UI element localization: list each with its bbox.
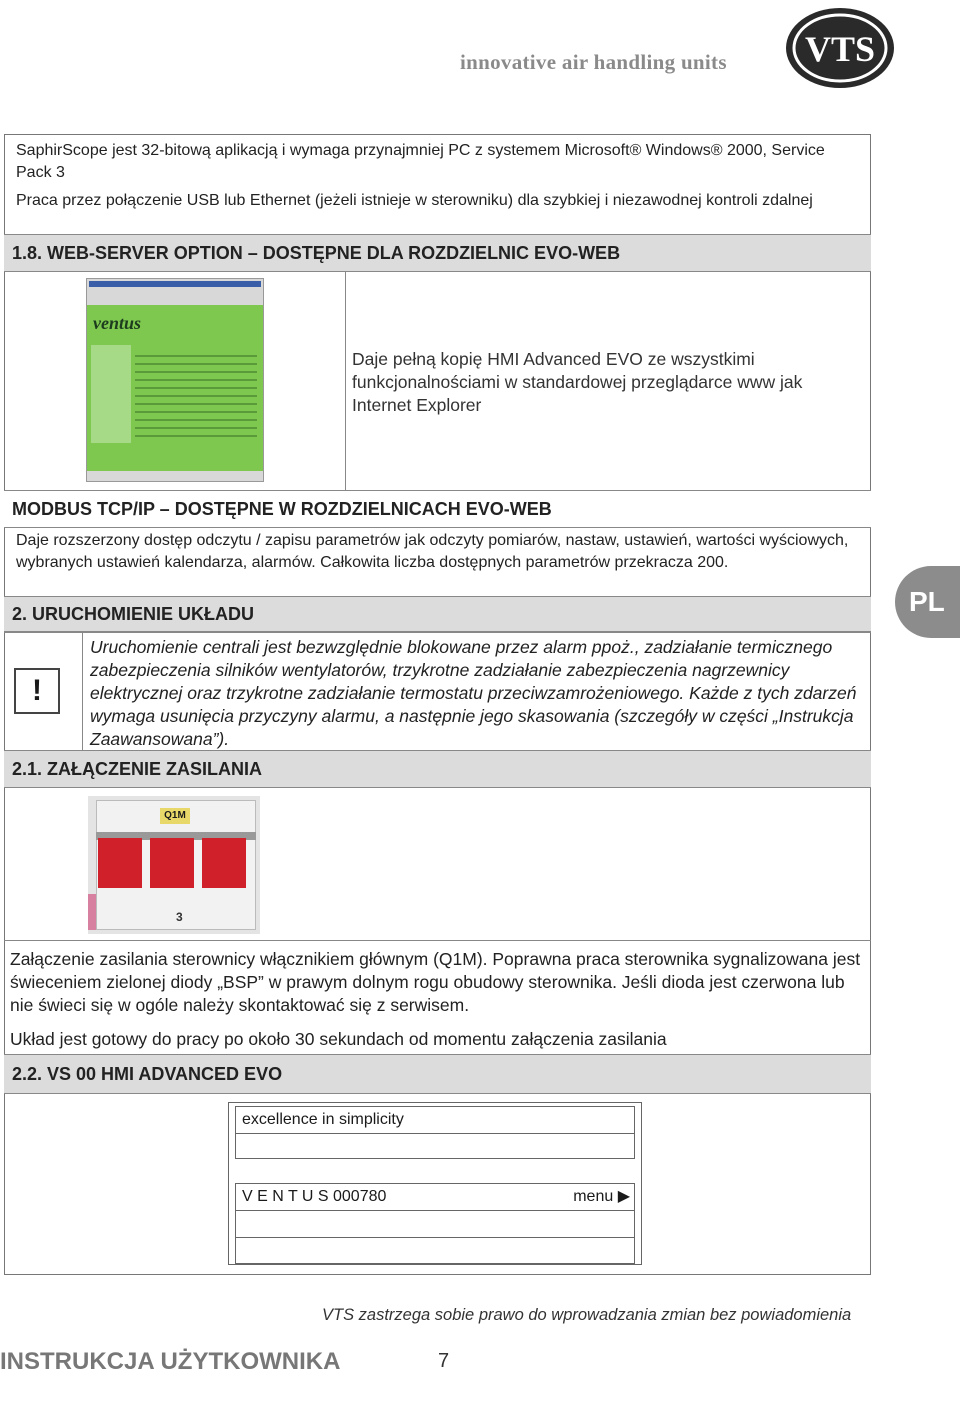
divider [82, 632, 83, 750]
ventus-screen-logo: ventus [93, 313, 142, 333]
lcd-menu-button[interactable]: menu ▶ [573, 1188, 630, 1205]
svg-text:VTS: VTS [804, 29, 876, 69]
section-1-8-header: 1.8. WEB-SERVER OPTION – DOSTĘPNE DLA ROZDZIELNIC EVO-WEB [4, 234, 871, 272]
intro-paragraph-2: Praca przez połączenie USB lub Ethernet (jeżeli istnieje w sterowniku) dla szybkiej i niezawodnej kontroli zdalnej [16, 192, 813, 209]
brand-tagline: innovative air handling units [460, 50, 727, 74]
manual-title: INSTRUKCJA UŻYTKOWNIKA [0, 1348, 341, 1375]
section-2-header: 2. URUCHOMIENIE UKŁADU [4, 596, 871, 632]
vts-logo [784, 6, 896, 90]
lcd-line-2 [235, 1131, 635, 1159]
lcd-line-1: excellence in simplicity [235, 1106, 635, 1134]
breaker-label: Q1M [160, 808, 190, 824]
warning-icon: ! [14, 668, 60, 714]
ready-paragraph: Układ jest gotowy do pracy po około 30 sekundach od momentu załączenia zasilania [10, 1029, 667, 1049]
modbus-text: Daje rozszerzony dostęp odczytu / zapisu parametrów jak odczyty pomiarów, nastaw, ustawień, wartości wyściowych, wybranych ustawień kalendarza, alarmów. Całkowita liczba dostępnych parametrów przekracza 200. [16, 532, 849, 571]
breaker-number: 3 [176, 910, 183, 924]
lcd-line-3 [235, 1183, 635, 1211]
divider [4, 940, 871, 941]
main-switch-photo [88, 796, 260, 934]
modbus-header: MODBUS TCP/IP – DOSTĘPNE W ROZDZIELNICACH EVO-WEB [4, 490, 871, 528]
language-tab: PL [895, 566, 960, 638]
disclaimer: VTS zastrzega sobie prawo do wprowadzania zmian bez powiadomienia [322, 1306, 852, 1324]
lcd-line-5 [235, 1236, 635, 1264]
warning-text: Uruchomienie centrali jest bezwzględnie blokowane przez alarm ppoż., zadziałanie termicznego zabezpieczenia silników wentylatorów, trzykrotne zadziałanie zabezpieczenia nagrzewnicy elektrycznej oraz trzykrotne zadziałanie termostatu przeciwzamrożeniowego. Każde z tych zdarzeń wymaga usunięcia przyczyny alarmu, a następnie jego skasowania (szczegóły w części „Instrukcja Zaawansowana”). [90, 637, 857, 749]
page-number: 7 [438, 1350, 450, 1372]
section-2-2-header: 2.2. VS 00 HMI ADVANCED EVO [4, 1054, 871, 1094]
power-on-paragraph: Załączenie zasilania sterownicy włącznikiem głównym (Q1M). Poprawna praca sterownika sygnalizowana jest świeceniem zielonej diody „BSP” w prawym dolnym rogu obudowy sterownika. Jeśli dioda jest czerwona lub nie świeci się w ogóle należy skontaktować się z serwisem. [10, 949, 861, 1015]
hmi-display [228, 1102, 642, 1265]
intro-paragraph-1: SaphirScope jest 32-bitową aplikacją i wymaga przynajmniej PC z systemem Microsoft® Windows® 2000, Service Pack 3 [16, 142, 825, 181]
lcd-unit-id: V E N T U S 000780 [242, 1188, 387, 1205]
web-server-screenshot [86, 278, 264, 482]
web-server-description: Daje pełną kopię HMI Advanced EVO ze wszystkimi funkcjonalnościami w standardowej przeglądarce www jak Internet Explorer [352, 349, 803, 415]
divider [345, 272, 346, 490]
lcd-line-4 [235, 1210, 635, 1238]
section-2-1-header: 2.1. ZAŁĄCZENIE ZASILANIA [4, 750, 871, 788]
lcd-spacer [235, 1156, 635, 1184]
